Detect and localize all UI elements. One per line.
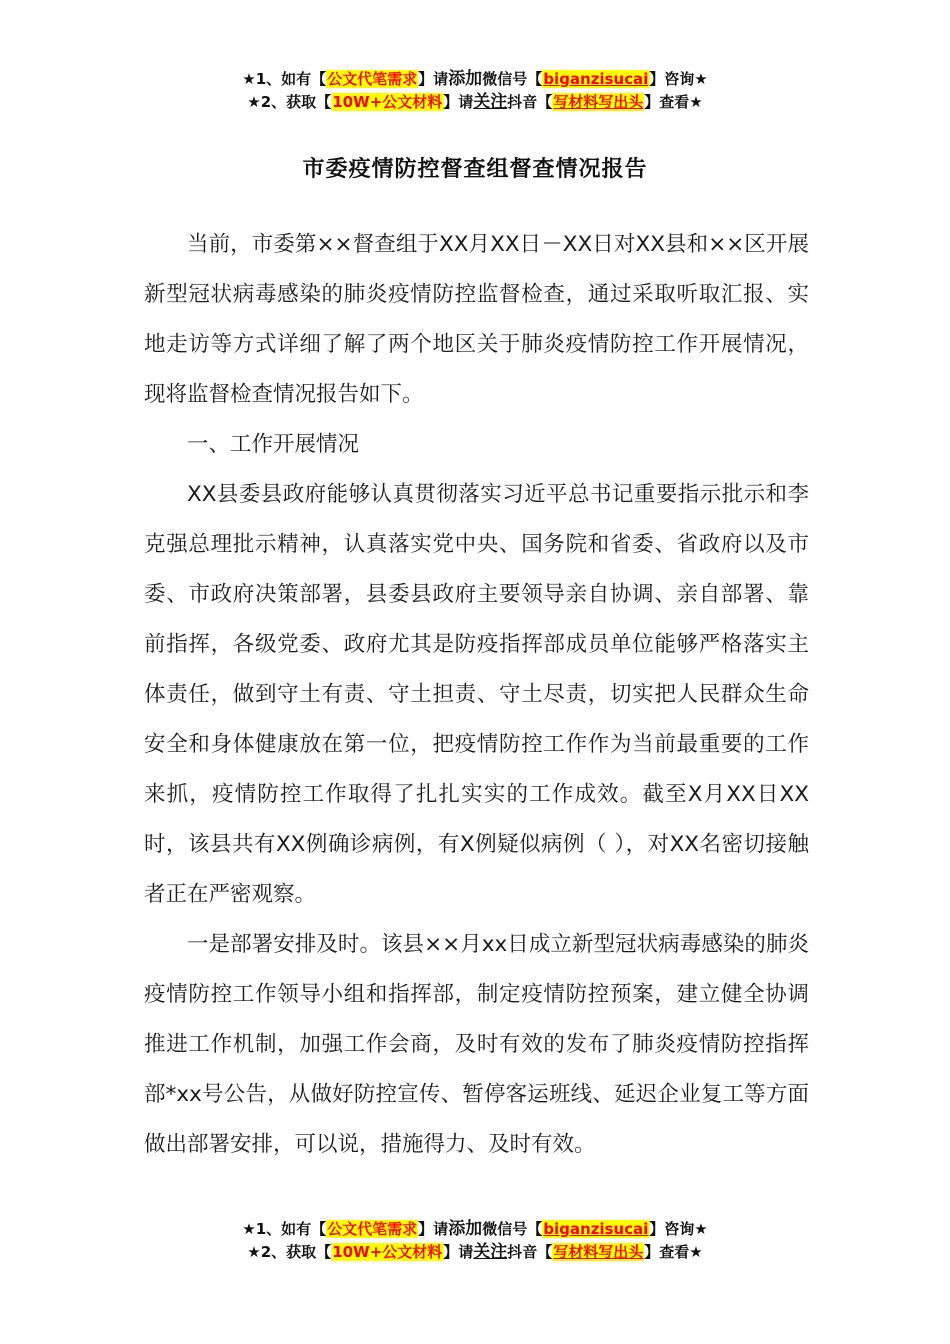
header-promo-banner [0,68,950,114]
promo-highlight: 10W+公文材料 [332,1243,443,1261]
promo-line-2: ★2、获取【10W+公文材料】请关注抖音【写材料写出头】查看★ [247,1242,703,1262]
promo-highlight: 公文代笔需求 [327,1220,418,1238]
wechat-id: biganzisucai [543,1220,649,1238]
footer-promo-banner [0,1218,950,1264]
section-heading: 一、工作开展情况 [187,432,360,457]
paragraph-overview: XX县委县政府能够认真贯彻落实习近平总书记重要指示批示和李克强总理批示精神，认真落实党中央、国务院和省委、省政府以及市委、市政府决策部署，县委县政府主要领导亲自协调、亲自部署、靠前指挥，各级党委、政府尤其是防疫指挥部成员单位能够严格落实主体责任，做到守土有责、守土担责、守土尽责，切实把人民群众生命安全和身体健康放在第一位，把疫情防控工作作为当前最重要的工作来抓，疫情防控工作取得了扎扎实实的工作成效。截至X月XX日XX时，该县共有XX例确诊病例，有X例疑似病例（ ），对XX名密切接触者正在严密观察。 [144,482,809,907]
promo-highlight: 公文代笔需求 [327,70,418,88]
wechat-id: biganzisucai [543,70,649,88]
paragraph-intro: 当前，市委第××督查组于XX月XX日－XX日对XX县和××区开展新型冠状病毒感染的肺炎疫情防控监督检查，通过采取听取汇报、实地走访等方式详细了解了两个地区关于肺炎疫情防控工作开展情况，现将监督检查情况报告如下。 [144,232,809,407]
douyin-id: 写材料写出头 [553,1243,644,1261]
douyin-id: 写材料写出头 [553,93,644,111]
promo-line-1: ★1、如有【公文代笔需求】请添加微信号【biganzisucai】咨询★ [242,1219,708,1239]
document-body [144,220,809,1170]
promo-highlight: 10W+公文材料 [332,93,443,111]
paragraph-deployment: 一是部署安排及时。该县××月xx日成立新型冠状病毒感染的肺炎疫情防控工作领导小组和指挥部，制定疫情防控预案，建立健全协调推进工作机制，加强工作会商，及时有效的发布了肺炎疫情防控指挥部*xx号公告，从做好防控宣传、暂停客运班线、延迟企业复工等方面做出部署安排，可以说，措施得力、及时有效。 [144,932,809,1157]
promo-line-1: ★1、如有【公文代笔需求】请添加微信号【biganzisucai】咨询★ [242,69,708,89]
promo-line-2: ★2、获取【10W+公文材料】请关注抖音【写材料写出头】查看★ [247,92,703,112]
document-title: 市委疫情防控督查组督查情况报告 [302,157,648,182]
